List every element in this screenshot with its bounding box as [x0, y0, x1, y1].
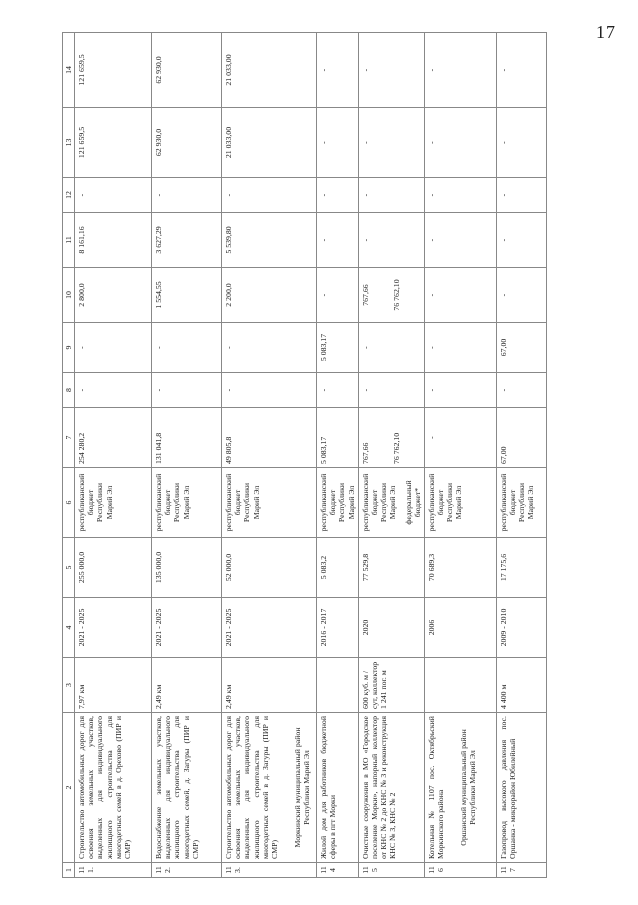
row-number: 116: [424, 863, 496, 878]
cell-7: 49 805,8: [222, 408, 317, 468]
estimated-cost: 135 000,0: [152, 538, 222, 598]
table-row: [358, 33, 424, 878]
col-header: 10: [63, 268, 75, 323]
col-header: 1: [63, 863, 75, 878]
cell-8: -: [75, 373, 152, 408]
capacity: [317, 658, 359, 713]
funding-source-federal: федеральный бюджет*: [403, 480, 422, 525]
table-row: [496, 33, 546, 878]
cell-14: 21 033,00: [222, 33, 317, 108]
cell-7: 67,00: [496, 408, 546, 468]
cell-10: [358, 268, 424, 323]
estimated-cost: 77 529,8: [358, 538, 424, 598]
cell-11: -: [358, 213, 424, 268]
row-number: 114: [317, 863, 359, 878]
years: 2006: [424, 598, 496, 658]
cell-9: -: [358, 323, 424, 373]
cell-9: -: [75, 323, 152, 373]
capacity: 2,49 км: [152, 658, 222, 713]
funding-source: республиканский бюджет Республики Марий Эл: [75, 468, 152, 538]
estimated-cost: 255 000,0: [75, 538, 152, 598]
cell-14: -: [424, 33, 496, 108]
col-header: 14: [63, 33, 75, 108]
page-number: 17: [596, 22, 616, 42]
capacity: 2,49 км: [222, 658, 317, 713]
capacity: [424, 658, 496, 713]
years: 2021 - 2025: [75, 598, 152, 658]
cell-14: 62 930,0: [152, 33, 222, 108]
years: 2020: [358, 598, 424, 658]
cell-8: -: [424, 373, 496, 408]
cell-7-value: 767,66: [360, 442, 370, 464]
cell-14: -: [358, 33, 424, 108]
estimated-cost: 17 175,6: [496, 538, 546, 598]
row-number: 115: [358, 863, 424, 878]
object-name-cell: [424, 713, 496, 863]
funding-source: республиканский бюджет Республики Марий Эл: [360, 473, 398, 532]
years: 2009 - 2010: [496, 598, 546, 658]
cell-7: -: [424, 408, 496, 468]
cell-14: -: [496, 33, 546, 108]
cell-11: 8 161,16: [75, 213, 152, 268]
funding-source: республиканский бюджет Республики Марий Эл: [317, 468, 359, 538]
cell-11: -: [424, 213, 496, 268]
object-name: Газопровод высокого давления пос. Оршанка - микрорайон Юбилейный: [496, 713, 546, 863]
header-row: [63, 33, 75, 878]
row-number: 112.: [152, 863, 222, 878]
capacity: 4 400 м: [496, 658, 546, 713]
col-header: 13: [63, 108, 75, 178]
table-row: [152, 33, 222, 878]
col-header: 4: [63, 598, 75, 658]
years: 2021 - 2025: [152, 598, 222, 658]
table-row: [222, 33, 317, 878]
cell-7: 254 280,2: [75, 408, 152, 468]
funding-source-cell: [358, 468, 424, 538]
cell-13: -: [424, 108, 496, 178]
cell-10: 2 800,0: [75, 268, 152, 323]
cell-13: 121 659,5: [75, 108, 152, 178]
row-number: 113.: [222, 863, 317, 878]
cell-10-value: 767,66: [360, 284, 370, 306]
cell-9: -: [152, 323, 222, 373]
cell-10: -: [317, 268, 359, 323]
cell-8: -: [152, 373, 222, 408]
cell-12: -: [496, 178, 546, 213]
col-header: 8: [63, 373, 75, 408]
col-header: 6: [63, 468, 75, 538]
object-name: Котельная № 1107 пос. Октябрьский Моркинского района: [426, 716, 446, 859]
cell-14: 121 659,5: [75, 33, 152, 108]
cell-9: 5 083,17: [317, 323, 359, 373]
cell-8: -: [222, 373, 317, 408]
object-name: Очистные сооружения в МО «Городское поселение Морки», напорный коллектор от КНС № 2 до КНС № 3 и реконструкция КНС № 3, КНС № 2: [358, 713, 424, 863]
cell-10: 1 554,55: [152, 268, 222, 323]
object-name-cell: [222, 713, 317, 863]
cell-12: -: [152, 178, 222, 213]
rotated-table-wrapper: [62, 33, 617, 878]
cell-12: -: [424, 178, 496, 213]
cell-12: -: [358, 178, 424, 213]
funding-source: республиканский бюджет Республики Марий Эл: [222, 468, 317, 538]
col-header: 5: [63, 538, 75, 598]
cell-7-value-federal: 76 762,10: [391, 432, 401, 464]
cell-12: -: [317, 178, 359, 213]
cell-10: -: [424, 268, 496, 323]
object-name: Жилой дом для работников бюджетной сферы в пгт Морки: [317, 713, 359, 863]
col-header: 9: [63, 323, 75, 373]
table-row: [75, 33, 152, 878]
col-header: 11: [63, 213, 75, 268]
estimated-cost: 52 000,0: [222, 538, 317, 598]
cell-11: 5 539,80: [222, 213, 317, 268]
cell-7: 5 083,17: [317, 408, 359, 468]
cell-13: -: [358, 108, 424, 178]
capacity: 600 куб. м / сут, коллектор 1 241 пог. м: [358, 658, 424, 713]
cell-7: [358, 408, 424, 468]
cell-9: -: [424, 323, 496, 373]
cell-9: 67,00: [496, 323, 546, 373]
table-row: [317, 33, 359, 878]
municipality-heading: Оршанский муниципальный район Республики Марий Эл: [459, 729, 478, 846]
funding-source: республиканский бюджет Республики Марий Эл: [496, 468, 546, 538]
cell-8: -: [496, 373, 546, 408]
municipality-heading: Моркинский муниципальный район Республики Марий Эл: [293, 727, 312, 848]
funding-source: республиканский бюджет Республики Марий Эл: [152, 468, 222, 538]
cell-11: -: [496, 213, 546, 268]
object-name: Водоснабжение земельных участков, выделенных для индивидуального жилищного строительства для многодетных семей, д. Загуры (ПИР и СМР): [152, 713, 222, 863]
cell-8: -: [317, 373, 359, 408]
cell-12: -: [75, 178, 152, 213]
row-number: 117: [496, 863, 546, 878]
years: 2021 - 2025: [222, 598, 317, 658]
cell-13: -: [317, 108, 359, 178]
data-table: [62, 32, 547, 878]
funding-source: республиканский бюджет Республики Марий Эл: [424, 468, 496, 538]
cell-13: 21 033,00: [222, 108, 317, 178]
cell-8: -: [358, 373, 424, 408]
cell-7: 131 041,8: [152, 408, 222, 468]
capacity: 7,97 км: [75, 658, 152, 713]
cell-13: 62 930,0: [152, 108, 222, 178]
cell-13: -: [496, 108, 546, 178]
cell-10-value-federal: 76 762,10: [391, 279, 401, 311]
table-row: [424, 33, 496, 878]
cell-11: 3 627,29: [152, 213, 222, 268]
years: 2016 - 2017: [317, 598, 359, 658]
col-header: 2: [63, 713, 75, 863]
cell-10: -: [496, 268, 546, 323]
estimated-cost: 70 689,3: [424, 538, 496, 598]
cell-14: -: [317, 33, 359, 108]
cell-9: -: [222, 323, 317, 373]
col-header: 7: [63, 408, 75, 468]
col-header: 3: [63, 658, 75, 713]
estimated-cost: 5 083,2: [317, 538, 359, 598]
cell-10: 2 200,0: [222, 268, 317, 323]
col-header: 12: [63, 178, 75, 213]
row-number: 111.: [75, 863, 152, 878]
object-name: Строительство автомобильных дорог для освоения земельных участков, выделенных для индивидуального жилищного строительства для многодетных семей в д. Орехово (ПИР и СМР): [75, 713, 152, 863]
cell-12: -: [222, 178, 317, 213]
object-name: Строительство автомобильных дорог для освоения земельных участков, выделенных для индивидуального жилищного строительства для многодетных семей в д. Загуры (ПИР и СМР): [224, 716, 279, 859]
cell-11: -: [317, 213, 359, 268]
